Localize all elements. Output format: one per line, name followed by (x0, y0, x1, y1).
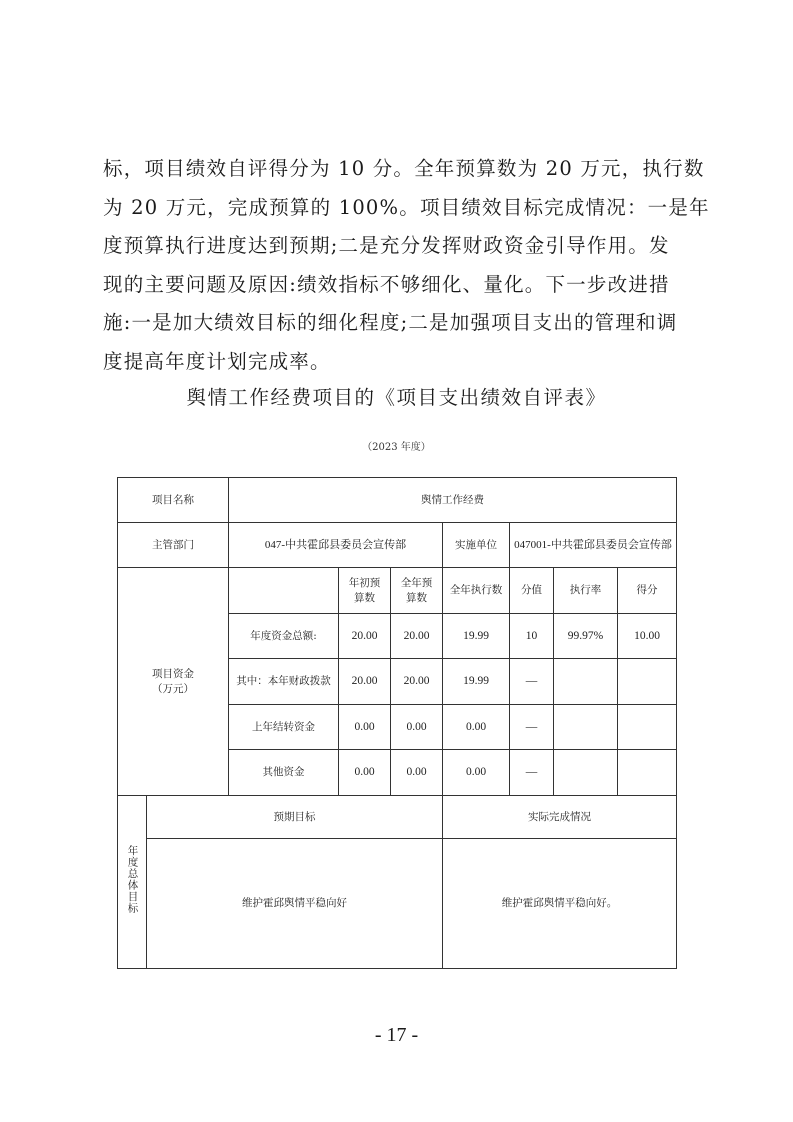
row-label: 其中：本年财政拨款 (229, 659, 339, 705)
table-title: 舆情工作经费项目的《项目支出绩效自评表》 (186, 386, 607, 409)
weight: — (510, 750, 554, 796)
funds-label-line1: 项目资金 (152, 667, 194, 680)
executed: 19.99 (443, 614, 510, 659)
score (618, 659, 677, 705)
paragraph-line: 度预算执行进度达到预期;二是充分发挥财政资金引导作用。发 (103, 234, 670, 257)
funds-label-line2: （万元） (152, 682, 194, 695)
row-label: 其他资金 (229, 750, 339, 796)
actual-header: 实际完成情况 (443, 796, 677, 839)
header-weight: 分值 (510, 568, 554, 614)
page-number: - 17 - (374, 1024, 419, 1046)
row-label: 年度资金总额: (229, 614, 339, 659)
row-label: 上年结转资金 (229, 705, 339, 750)
body-paragraph (103, 150, 710, 381)
paragraph-line: 为 20 万元，完成预算的 100%。项目绩效目标完成情况：一是年 (103, 195, 710, 219)
impl-value: 047001-中共霍邱县委员会宣传部 (510, 523, 677, 568)
paragraph-line: 标，项目绩效自评得分为 10 分。全年预算数为 20 万元，执行数 (103, 157, 705, 180)
impl-label: 实施单位 (443, 523, 510, 568)
exec-rate (554, 705, 618, 750)
executed: 19.99 (443, 659, 510, 705)
actual-value: 维护霍邱舆情平稳向好。 (443, 839, 677, 969)
project-name-value: 舆情工作经费 (229, 478, 677, 523)
expected-goal-value: 维护霍邱舆情平稳向好 (147, 839, 443, 969)
table-year: （2023 年度） (362, 442, 431, 453)
goal-section-label (118, 796, 147, 969)
dept-value: 047-中共霍邱县委员会宣传部 (229, 523, 443, 568)
expected-goal-header: 预期目标 (147, 796, 443, 839)
funds-label (118, 568, 229, 796)
weight: — (510, 659, 554, 705)
header-executed: 全年执行数 (443, 568, 510, 614)
weight: — (510, 705, 554, 750)
annual-budget: 20.00 (391, 659, 443, 705)
header-score: 得分 (618, 568, 677, 614)
initial-budget: 0.00 (339, 705, 391, 750)
score: 10.00 (618, 614, 677, 659)
initial-budget: 20.00 (339, 659, 391, 705)
exec-rate (554, 659, 618, 705)
performance-table (117, 477, 677, 969)
header-annual-budget: 全年预算数 (391, 568, 443, 614)
weight: 10 (510, 614, 554, 659)
exec-rate (554, 750, 618, 796)
paragraph-line: 现的主要问题及原因:绩效指标不够细化、量化。下一步改进措 (103, 272, 670, 296)
dept-label: 主管部门 (118, 523, 229, 568)
initial-budget: 0.00 (339, 750, 391, 796)
paragraph-line: 施:一是加大绩效目标的细化程度;二是加强项目支出的管理和调 (103, 311, 678, 334)
score (618, 705, 677, 750)
annual-budget: 0.00 (391, 750, 443, 796)
executed: 0.00 (443, 750, 510, 796)
header-initial-budget: 年初预算数 (339, 568, 391, 614)
exec-rate: 99.97% (554, 614, 618, 659)
annual-budget: 0.00 (391, 705, 443, 750)
header-blank (229, 568, 339, 614)
score (618, 750, 677, 796)
header-exec-rate: 执行率 (554, 568, 618, 614)
initial-budget: 20.00 (339, 614, 391, 659)
annual-budget: 20.00 (391, 614, 443, 659)
paragraph-line: 度提高年度计划完成率。 (103, 349, 331, 373)
executed: 0.00 (443, 705, 510, 750)
goal-section-label-text: 年度总体目标 (126, 845, 139, 914)
project-name-label: 项目名称 (118, 478, 229, 523)
